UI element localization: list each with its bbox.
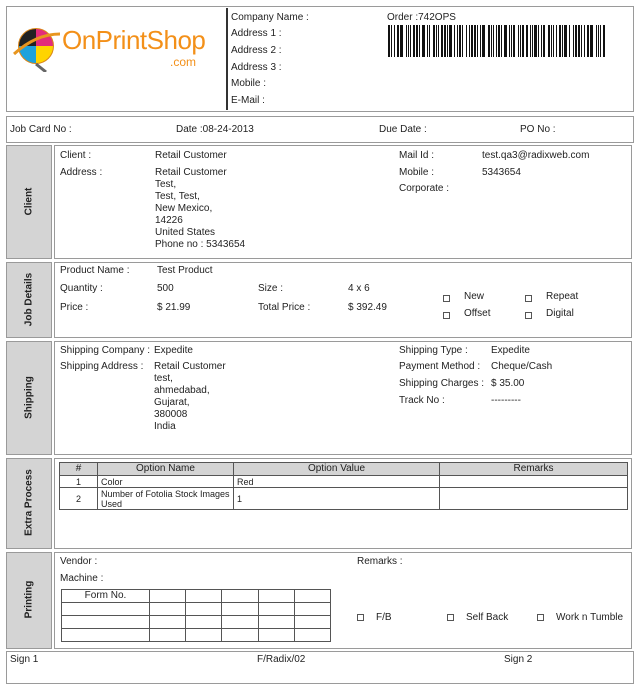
form-number-grid <box>61 589 331 642</box>
barcode-stripe <box>469 25 470 57</box>
quantity-label: Quantity : <box>60 283 103 294</box>
barcode-stripe <box>504 25 507 57</box>
size-value: 4 x 6 <box>348 283 370 294</box>
barcode-stripe <box>530 25 531 57</box>
barcode-stripe <box>573 25 574 57</box>
barcode-stripe <box>471 25 473 57</box>
shipping-company-label: Shipping Company : <box>60 345 151 356</box>
offset-checkbox[interactable] <box>443 312 450 319</box>
company-name-label: Company Name : <box>231 12 309 23</box>
email-label: E-Mail : <box>231 95 265 106</box>
shipping-charges-value: $ 35.00 <box>491 378 525 389</box>
printing-section-label: Printing <box>23 580 35 619</box>
row-remarks <box>440 476 628 488</box>
form-grid-cell[interactable] <box>258 616 294 629</box>
client-mobile-label: Mobile : <box>399 167 435 178</box>
barcode-stripe <box>438 25 439 57</box>
barcode-stripe <box>513 25 515 57</box>
form-number-label: Form No. <box>62 590 150 603</box>
barcode-stripe <box>587 25 589 57</box>
form-grid-cell[interactable] <box>222 629 258 642</box>
address2-label: Address 2 : <box>231 45 282 56</box>
form-grid-cell[interactable] <box>186 629 222 642</box>
barcode-stripe <box>522 25 524 57</box>
barcode-stripe <box>433 25 435 57</box>
extra-process-section-label: Extra Process <box>23 469 35 536</box>
total-price-value: $ 392.49 <box>348 302 387 313</box>
barcode-stripe <box>488 25 490 57</box>
form-grid-cell[interactable] <box>186 603 222 616</box>
barcode-stripe <box>444 25 446 57</box>
row-number: 1 <box>60 476 98 488</box>
barcode-stripe <box>553 25 554 57</box>
barcode-stripe <box>480 25 481 57</box>
row-remarks <box>440 488 628 510</box>
form-grid-row <box>62 603 331 616</box>
barcode-stripe <box>603 25 605 57</box>
barcode-stripe <box>388 25 390 57</box>
barcode-stripe <box>493 25 494 57</box>
header-box <box>6 6 634 112</box>
row-option-name: Color <box>98 476 234 488</box>
sign2-label: Sign 2 <box>504 654 533 665</box>
barcode-stripe <box>410 25 411 57</box>
sign1-label: Sign 1 <box>10 654 39 665</box>
col-header-option-name: Option Name <box>98 463 234 476</box>
col-header-number: # <box>60 463 98 476</box>
form-grid-cell[interactable] <box>150 616 186 629</box>
work-n-tumble-option-label: Work n Tumble <box>556 612 624 623</box>
product-value: Test Product <box>157 265 213 276</box>
price-value: $ 21.99 <box>157 302 191 313</box>
shipping-address-value: Retail Customer test, ahmedabad, Gujarat, 380008 India <box>154 361 226 432</box>
form-grid-cell[interactable] <box>186 616 222 629</box>
form-grid-cell[interactable] <box>150 603 186 616</box>
order-number: Order :742OPS <box>387 12 456 23</box>
barcode-stripe <box>419 25 420 57</box>
payment-method-label: Payment Method : <box>399 361 481 372</box>
barcode-stripe <box>548 25 550 57</box>
self-back-option-label: Self Back <box>466 612 509 623</box>
barcode-stripe <box>581 25 582 57</box>
header-divider <box>226 8 228 110</box>
extra-process-table <box>59 462 628 510</box>
mail-value: test.qa3@radixweb.com <box>482 150 590 161</box>
track-no-value: --------- <box>491 395 521 406</box>
fb-checkbox[interactable] <box>357 614 364 621</box>
vendor-label: Vendor : <box>60 556 98 567</box>
row-option-value: 1 <box>234 488 440 510</box>
barcode-stripe <box>575 25 577 57</box>
shipping-section-label: Shipping <box>23 376 35 419</box>
barcode-stripe <box>436 25 437 57</box>
barcode-stripe <box>600 25 601 57</box>
form-grid-row <box>62 590 331 603</box>
form-grid-cell[interactable] <box>222 616 258 629</box>
barcode-stripe <box>541 25 542 57</box>
barcode-stripe <box>564 25 567 57</box>
barcode-stripe <box>562 25 563 57</box>
size-label: Size : <box>258 283 284 294</box>
corporate-label: Corporate : <box>399 183 450 194</box>
form-grid-cell[interactable] <box>222 603 258 616</box>
barcode-stripe <box>556 25 557 57</box>
row-option-name: Number of Fotolia Stock Images Used <box>98 488 234 510</box>
barcode-stripe <box>498 25 500 57</box>
extra-process-header-row <box>60 463 628 476</box>
shipping-address-label: Shipping Address : <box>60 361 144 372</box>
client-mobile-value: 5343654 <box>482 167 521 178</box>
client-value: Retail Customer <box>155 150 227 161</box>
barcode-stripe <box>559 25 561 57</box>
col-header-remarks: Remarks <box>440 463 628 476</box>
barcode-stripe <box>509 25 510 57</box>
barcode-stripe <box>391 25 392 57</box>
barcode-stripe <box>551 25 552 57</box>
footer-box <box>6 651 634 684</box>
repeat-checkbox[interactable] <box>525 295 532 302</box>
shipping-company-value: Expedite <box>154 345 193 356</box>
form-grid-cell[interactable] <box>150 590 186 603</box>
fb-option-label: F/B <box>376 612 392 623</box>
barcode-stripe <box>477 25 478 57</box>
job-details-section-label: Job Details <box>23 272 35 327</box>
barcode-stripe <box>518 25 519 57</box>
barcode-stripe <box>400 25 403 57</box>
barcode-stripe <box>526 25 528 57</box>
self-back-checkbox[interactable] <box>447 614 454 621</box>
barcode-stripe <box>543 25 545 57</box>
mail-label: Mail Id : <box>399 150 435 161</box>
barcode-stripe <box>406 25 407 57</box>
barcode-stripe <box>408 25 409 57</box>
barcode-stripe <box>454 25 455 57</box>
date-label: Date :08-24-2013 <box>176 124 254 135</box>
logo-suffix: .com <box>170 55 197 69</box>
shipping-box <box>54 341 632 455</box>
barcode-stripe <box>584 25 585 57</box>
row-option-value: Red <box>234 476 440 488</box>
form-grid-cell[interactable] <box>294 590 330 603</box>
form-grid-cell[interactable] <box>186 590 222 603</box>
form-grid-cell[interactable] <box>258 629 294 642</box>
address3-label: Address 3 : <box>231 62 282 73</box>
work-n-tumble-checkbox[interactable] <box>537 614 544 621</box>
shipping-type-label: Shipping Type : <box>399 345 468 356</box>
po-label: PO No : <box>520 124 556 135</box>
barcode-stripe <box>520 25 521 57</box>
barcode-stripe <box>441 25 443 57</box>
row-number: 2 <box>60 488 98 510</box>
barcode-stripe <box>397 25 399 57</box>
quantity-value: 500 <box>157 283 174 294</box>
form-grid-row <box>62 629 331 642</box>
barcode-stripe <box>413 25 415 57</box>
barcode-stripe <box>474 25 476 57</box>
barcode-stripe <box>596 25 597 57</box>
barcode-stripe <box>466 25 467 57</box>
address1-label: Address 1 : <box>231 28 282 39</box>
barcode-stripe <box>578 25 580 57</box>
barcode-stripe <box>538 25 539 57</box>
shipping-charges-label: Shipping Charges : <box>399 378 485 389</box>
total-price-label: Total Price : <box>258 302 311 313</box>
barcode-stripe <box>491 25 492 57</box>
machine-label: Machine : <box>60 573 104 584</box>
form-grid-cell[interactable] <box>150 629 186 642</box>
barcode-stripe <box>449 25 452 57</box>
barcode-stripe <box>427 25 428 57</box>
barcode-stripe <box>590 25 593 57</box>
col-header-option-value: Option Value <box>234 463 440 476</box>
barcode-stripe <box>534 25 537 57</box>
form-grid-cell[interactable] <box>294 603 330 616</box>
barcode-stripe <box>459 25 461 57</box>
logo-icon <box>10 20 62 72</box>
client-section-label: Client <box>23 187 35 216</box>
barcode-stripe <box>532 25 533 57</box>
barcode-stripe <box>511 25 512 57</box>
product-label: Product Name : <box>60 265 130 276</box>
barcode-stripe <box>416 25 418 57</box>
new-option-label: New <box>464 291 485 302</box>
payment-method-value: Cheque/Cash <box>491 361 553 372</box>
barcode-stripe <box>462 25 463 57</box>
barcode-stripe <box>422 25 425 57</box>
barcode-stripe <box>501 25 502 57</box>
barcode-stripe <box>457 25 458 57</box>
form-grid-cell[interactable] <box>62 629 150 642</box>
mobile-label: Mobile : <box>231 78 267 89</box>
logo-text: OnPrintShop <box>62 25 206 55</box>
client-address-value: Retail Customer Test, Test, Test, New Mexico, 14226 United States Phone no : 5343654 <box>155 167 246 250</box>
shipping-type-value: Expedite <box>491 345 530 356</box>
barcode-stripe <box>394 25 395 57</box>
barcode-stripe <box>429 25 430 57</box>
client-label: Client : <box>60 150 92 161</box>
new-checkbox[interactable] <box>443 295 450 302</box>
barcode-stripe <box>496 25 497 57</box>
barcode-stripe <box>447 25 448 57</box>
barcode-stripe <box>569 25 570 57</box>
price-label: Price : <box>60 302 89 313</box>
offset-option-label: Offset <box>464 308 491 319</box>
form-grid-cell[interactable] <box>258 590 294 603</box>
form-grid-cell[interactable] <box>294 629 330 642</box>
digital-option-label: Digital <box>546 308 574 319</box>
digital-checkbox[interactable] <box>525 312 532 319</box>
barcode-stripe <box>598 25 599 57</box>
client-address-label: Address : <box>60 167 103 178</box>
printing-remarks-label: Remarks : <box>357 556 403 567</box>
due-date-label: Due Date : <box>379 124 427 135</box>
form-code-label: F/Radix/02 <box>257 654 306 665</box>
order-barcode <box>388 25 610 57</box>
form-grid-cell[interactable] <box>258 603 294 616</box>
table-row <box>60 476 628 488</box>
repeat-option-label: Repeat <box>546 291 579 302</box>
form-grid-row <box>62 616 331 629</box>
barcode-stripe <box>482 25 485 57</box>
job-card-label: Job Card No : <box>10 124 72 135</box>
track-no-label: Track No : <box>399 395 445 406</box>
table-row <box>60 488 628 510</box>
client-box <box>54 145 632 259</box>
form-grid-cell[interactable] <box>62 603 150 616</box>
form-grid-cell[interactable] <box>222 590 258 603</box>
form-grid-cell[interactable] <box>62 616 150 629</box>
form-grid-cell[interactable] <box>294 616 330 629</box>
